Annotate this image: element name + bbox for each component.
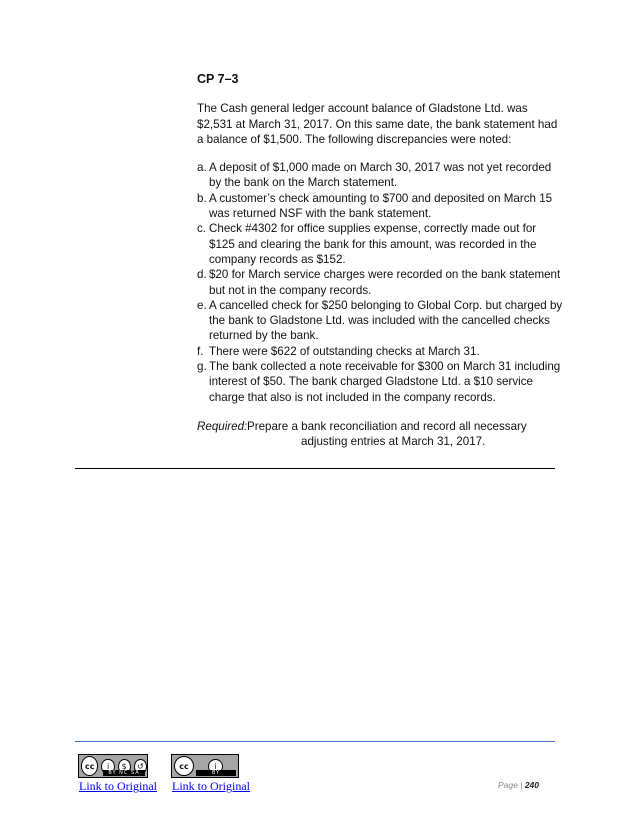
item-marker: c. — [197, 222, 207, 236]
list-item — [197, 191, 565, 222]
item-marker: b. — [197, 191, 207, 205]
noncommercial-icon: $ — [118, 759, 131, 774]
page-separator: | — [520, 780, 523, 790]
list-item — [197, 359, 565, 405]
page-number — [498, 780, 539, 790]
item-marker: d. — [197, 268, 207, 282]
item-text: The bank collected a note receivable for $300 on March 31 including interest of $50. The bank charged Gladstone Ltd. a $10 service charge that also is not included in the company records. — [209, 360, 561, 404]
required-label: Required: — [197, 419, 248, 433]
link-to-original-1[interactable]: Link to Original — [79, 779, 157, 793]
list-item — [197, 298, 565, 344]
item-marker: e. — [197, 298, 207, 312]
page-number-value: 240 — [524, 780, 540, 790]
problem-heading: CP 7–3 — [197, 72, 239, 86]
required-line-2: adjusting entries at March 31, 2017. — [301, 435, 486, 449]
cc-by-nc-sa-badge — [78, 754, 148, 778]
problem-content — [197, 72, 565, 450]
attribution-icon: i — [208, 759, 223, 774]
cc-by-badge — [171, 754, 239, 778]
item-marker: g. — [197, 360, 207, 374]
discrepancy-list — [197, 160, 565, 405]
list-item — [197, 221, 565, 267]
page-label: Page — [498, 780, 518, 790]
required-line-1: Prepare a bank reconciliation and record all necessary — [247, 419, 527, 433]
list-item — [197, 160, 565, 191]
sharealike-icon: ↺ — [134, 759, 147, 774]
cc-icon: cc — [81, 756, 98, 776]
license-bar-text: BY NC SA — [103, 770, 145, 776]
link-to-original-2[interactable]: Link to Original — [172, 779, 250, 793]
section-divider — [75, 468, 555, 469]
required-section — [197, 419, 565, 450]
item-text: There were $622 of outstanding checks at March 31. — [209, 344, 480, 358]
footer-divider — [75, 741, 555, 742]
attribution-icon: i — [101, 759, 114, 774]
item-text: $20 for March service charges were recorded on the bank statement but not in the company records. — [209, 268, 561, 297]
license-bar-text: BY — [196, 770, 236, 776]
cc-icon: cc — [174, 756, 194, 776]
list-item — [197, 344, 565, 359]
item-text: A cancelled check for $250 belonging to Global Corp. but charged by the bank to Gladstone Ltd. was included with the cancelled checks returned by the bank. — [209, 298, 563, 343]
item-marker: f. — [197, 344, 204, 358]
item-text: A customer’s check amounting to $700 and deposited on March 15 was returned NSF with the bank statement. — [209, 191, 553, 221]
problem-intro: The Cash general ledger account balance of Gladstone Ltd. was $2,531 at March 31, 2017. On this same date, the bank statement had a balance of $1,500. The following discrepancies were noted: — [197, 102, 558, 146]
list-item — [197, 267, 565, 298]
item-marker: a. — [197, 161, 207, 175]
item-text: Check #4302 for office supplies expense, correctly made out for $125 and clearing the bank for this amount, was recorded in the company records as $152. — [209, 222, 537, 266]
item-text: A deposit of $1,000 made on March 30, 2017 was not yet recorded by the bank on the March statement. — [209, 161, 552, 190]
